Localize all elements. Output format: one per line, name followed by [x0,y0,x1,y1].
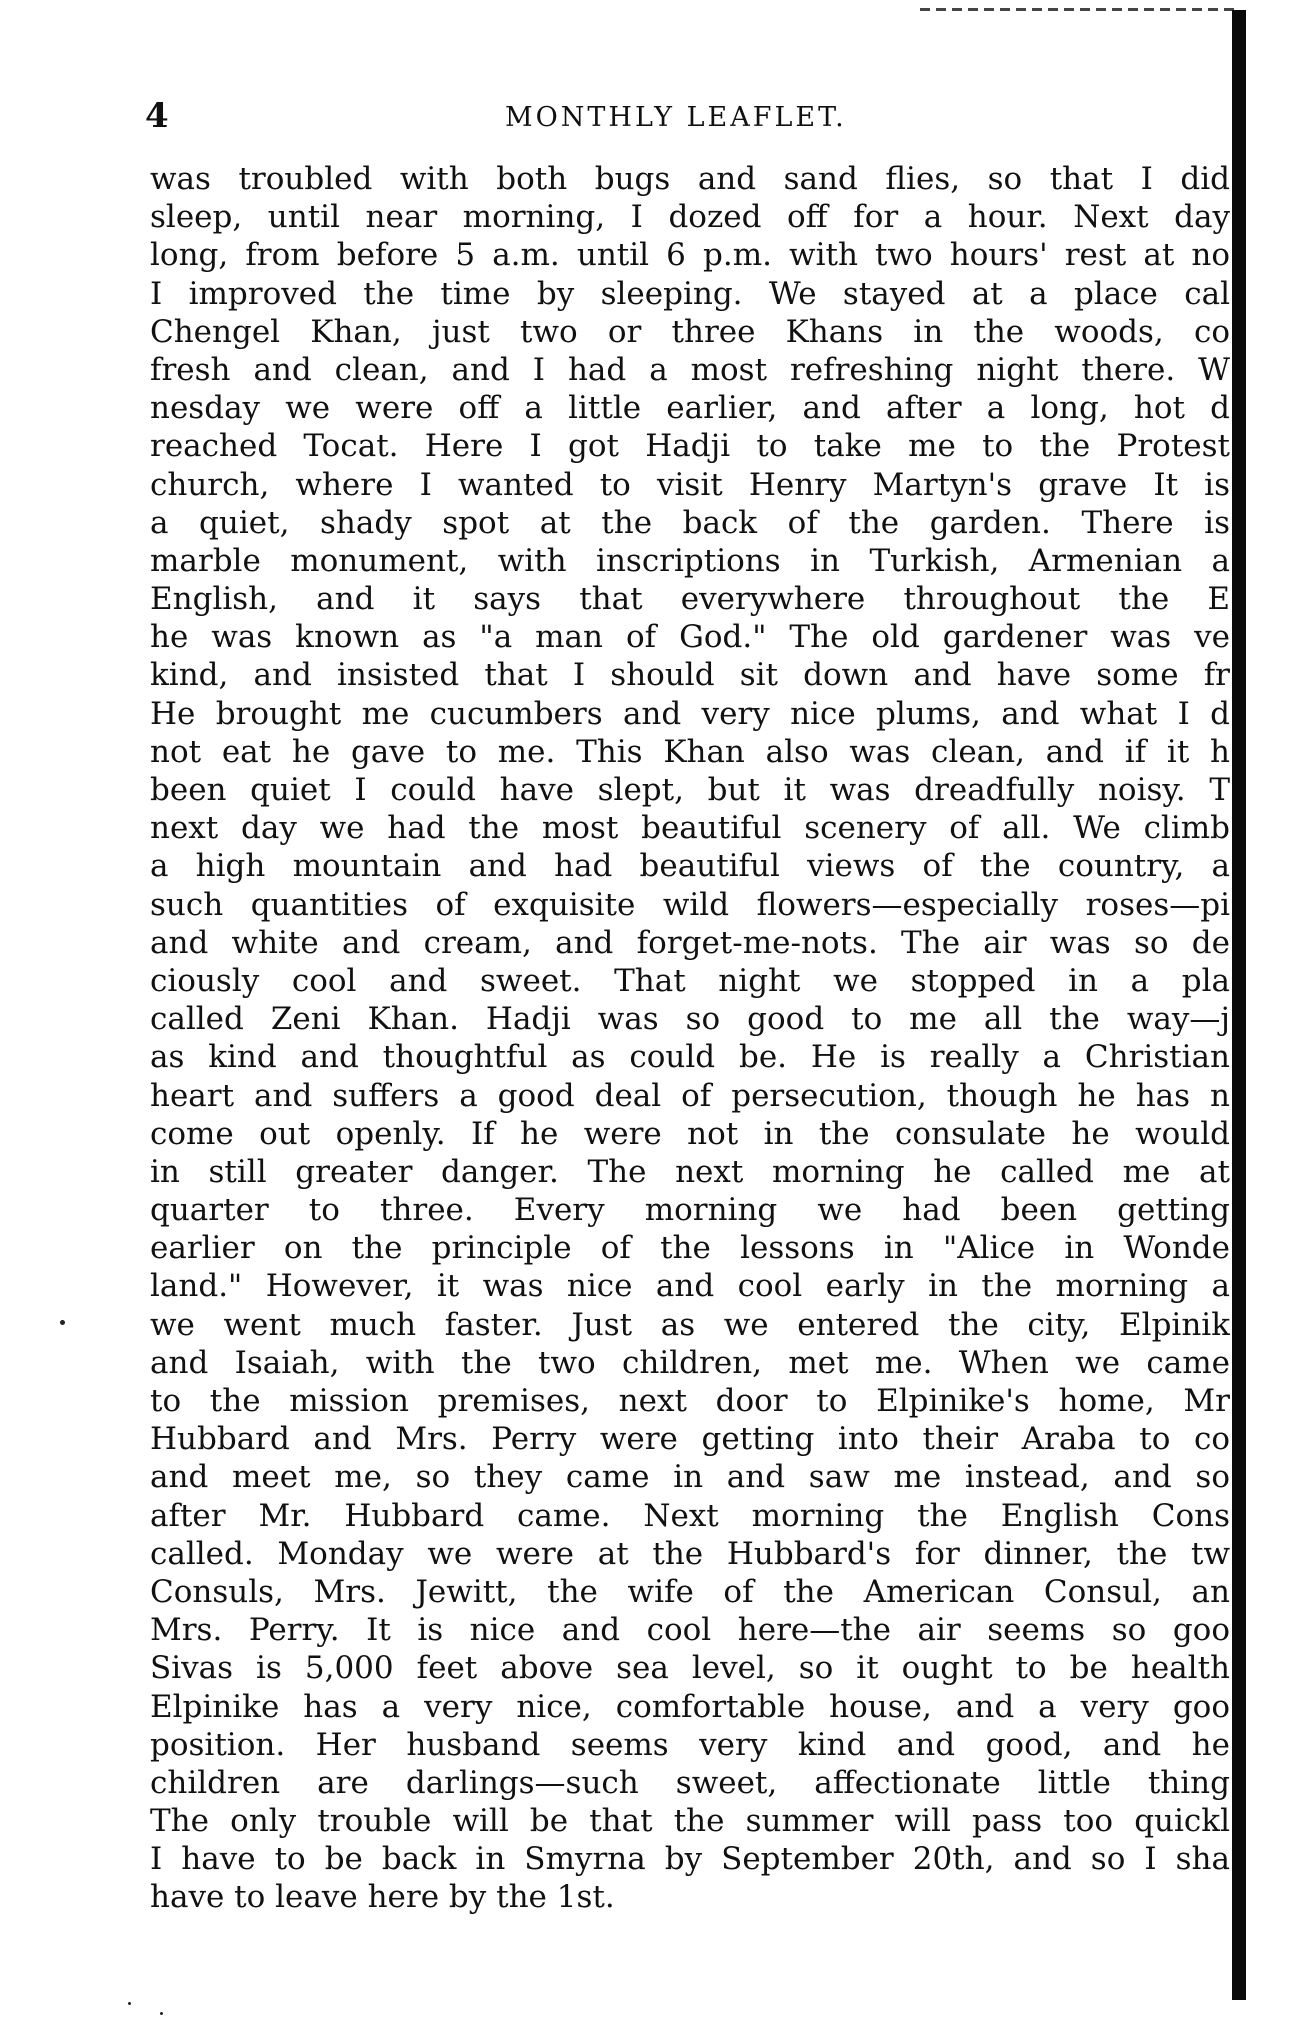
text-line: Sivas is 5,000 feet above sea level, so it ought to be health [150,1650,1230,1687]
ink-speck [128,2002,131,2005]
text-line: long, from before 5 a.m. until 6 p.m. with two hours' rest at no [150,237,1230,274]
text-line: I have to be back in Smyrna by September 20th, and so I sha [150,1841,1230,1878]
text-line: The only trouble will be that the summer will pass too quickl [150,1803,1230,1840]
running-title: MONTHLY LEAFLET. [505,102,847,133]
text-line: such quantities of exquisite wild flowers—especially roses—pi [150,886,1230,923]
text-line: ciously cool and sweet. That night we stopped in a pla [150,962,1230,999]
text-line: not eat he gave to me. This Khan also was clean, and if it h [150,733,1230,770]
text-line: Mrs. Perry. It is nice and cool here—the air seems so goo [150,1612,1230,1649]
text-line: and Isaiah, with the two children, met me. When we came [150,1344,1230,1381]
text-line: a quiet, shady spot at the back of the garden. There is [150,504,1230,541]
ink-speck [60,1320,65,1325]
text-line: reached Tocat. Here I got Hadji to take me to the Protest [150,428,1230,465]
text-line: a high mountain and had beautiful views of the country, a [150,848,1230,885]
text-line: next day we had the most beautiful scenery of all. We climb [150,810,1230,847]
text-line: and meet me, so they came in and saw me instead, and so [150,1459,1230,1496]
text-line: land." However, it was nice and cool early in the morning a [150,1268,1230,1305]
text-line: to the mission premises, next door to Elpinike's home, Mr [150,1383,1230,1419]
text-line: Chengel Khan, just two or three Khans in the woods, co [150,313,1230,350]
text-line: called. Monday we were at the Hubbard's for dinner, the tw [150,1535,1230,1572]
page-header [145,96,1230,136]
text-line: Consuls, Mrs. Jewitt, the wife of the American Consul, an [150,1573,1230,1610]
text-line: come out openly. If he were not in the consulate he would [150,1115,1230,1152]
text-line: as kind and thoughtful as could be. He is really a Christian [150,1039,1230,1076]
text-line: have to leave here by the 1st. [150,1879,615,1916]
text-line: called Zeni Khan. Hadji was so good to me all the way—j [150,1001,1230,1038]
article-body [150,160,1230,1917]
text-line: Elpinike has a very nice, comfortable house, and a very goo [150,1688,1230,1725]
text-line: sleep, until near morning, I dozed off for a hour. Next day [150,199,1230,236]
text-line: we went much faster. Just as we entered the city, Elpinik [150,1306,1230,1343]
text-line: marble monument, with inscriptions in Turkish, Armenian a [150,542,1230,579]
text-line: quarter to three. Every morning we had been getting [150,1192,1230,1229]
text-line: He brought me cucumbers and very nice plums, and what I d [150,695,1230,732]
text-line: he was known as "a man of God." The old gardener was ve [150,619,1230,656]
text-line: and white and cream, and forget-me-nots. The air was so de [150,924,1230,961]
text-line: after Mr. Hubbard came. Next morning the English Cons [150,1497,1230,1534]
text-line: nesday we were off a little earlier, and after a long, hot d [150,390,1230,427]
text-line: church, where I wanted to visit Henry Martyn's grave It is [150,466,1230,503]
scan-artifact-top [920,8,1240,11]
text-line: heart and suffers a good deal of persecution, though he has n [150,1077,1230,1114]
text-line: position. Her husband seems very kind and good, and he [150,1726,1230,1763]
page-number: 4 [145,96,169,136]
text-line: I improved the time by sleeping. We stayed at a place cal [150,275,1230,312]
binding-shadow-edge [1232,10,1246,2000]
text-line: English, and it says that everywhere throughout the E [150,581,1230,618]
text-line: was troubled with both bugs and sand flies, so that I did [150,161,1230,197]
text-line: kind, and insisted that I should sit down and have some fr [150,657,1230,694]
text-line: in still greater danger. The next morning he called me at [150,1153,1230,1190]
ink-speck [160,2012,163,2015]
page-margin-right [1246,10,1306,2028]
text-line: children are darlings—such sweet, affectionate little thing [150,1764,1230,1801]
text-line: earlier on the principle of the lessons in "Alice in Wonde [150,1230,1230,1267]
text-line: been quiet I could have slept, but it was dreadfully noisy. T [150,772,1230,808]
text-line: fresh and clean, and I had a most refreshing night there. W [150,351,1230,388]
text-line: Hubbard and Mrs. Perry were getting into their Araba to co [150,1421,1230,1458]
